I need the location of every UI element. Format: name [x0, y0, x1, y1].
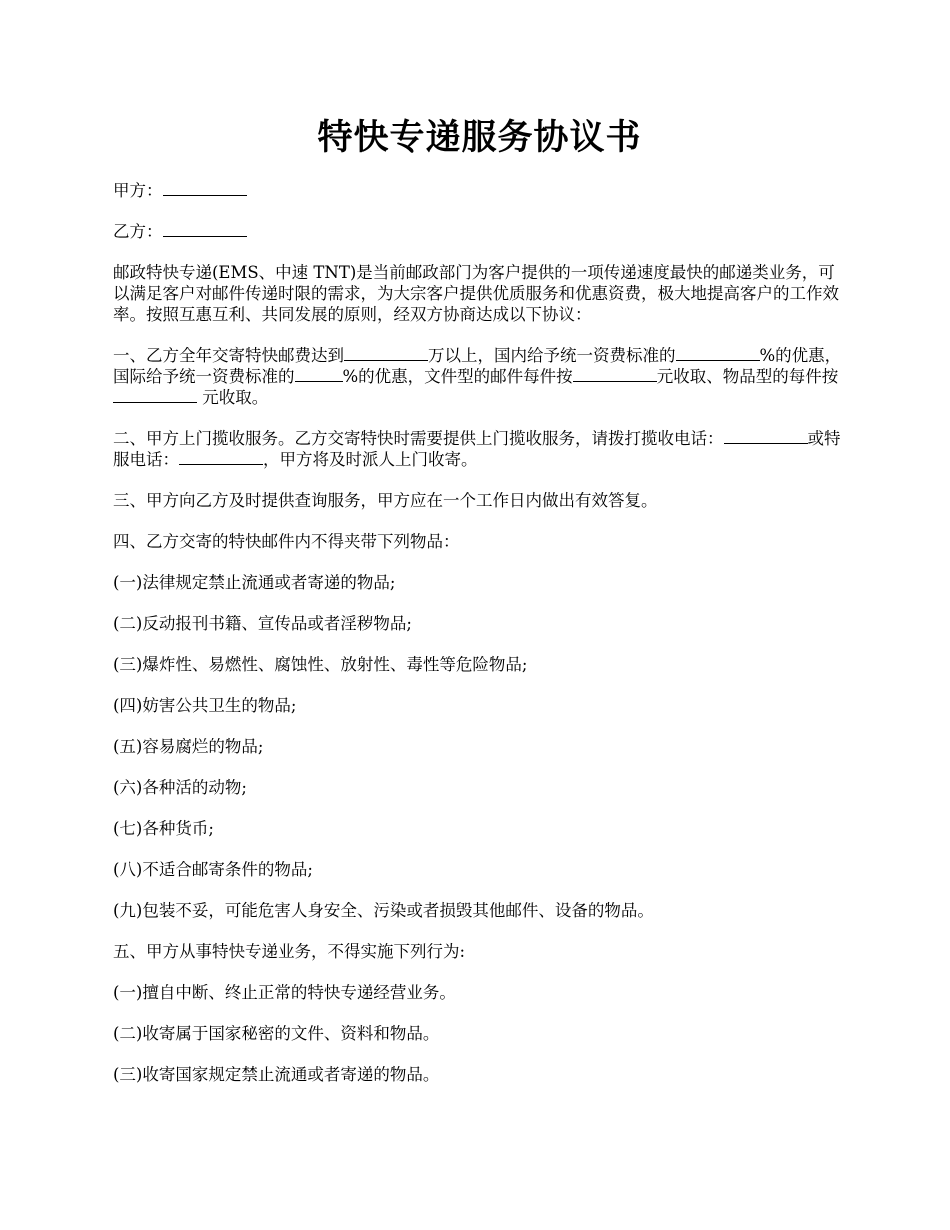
clause-1	[113, 345, 846, 408]
clause-5: 五、甲方从事特快专递业务，不得实施下列行为:	[113, 942, 466, 961]
clause-4-item: (六)各种活的动物;	[113, 778, 247, 797]
clause-2-text-2: 或特服电话：	[113, 429, 841, 469]
party-a-line	[113, 180, 846, 201]
annual-fee-blank	[344, 345, 428, 361]
document-title: 特快专递服务协议书	[317, 117, 642, 158]
clause-5-item: (一)擅自中断、终止正常的特快专递经营业务。	[113, 983, 456, 1002]
party-a-blank	[163, 180, 247, 196]
clause-2	[113, 428, 846, 470]
clause-4-item: (三)爆炸性、易燃性、腐蚀性、放射性、毒性等危险物品;	[113, 655, 528, 674]
service-phone-blank	[179, 449, 263, 465]
clause-2-text-1: 二、甲方上门揽收服务。乙方交寄特快时需要提供上门揽收服务，请拨打揽收电话：	[113, 429, 724, 448]
international-discount-blank	[295, 366, 343, 382]
clause-4-item: (二)反动报刊书籍、宣传品或者淫秽物品;	[113, 614, 412, 633]
clause-5-item: (二)收寄属于国家秘密的文件、资料和物品。	[113, 1024, 440, 1043]
party-b-label: 乙方：	[113, 222, 163, 241]
clause-2-text-3: ，甲方将及时派人上门收寄。	[263, 450, 478, 469]
clause-4-item: (一)法律规定禁止流通或者寄递的物品;	[113, 573, 396, 592]
party-b-blank	[163, 221, 247, 237]
document-rate-blank	[573, 366, 657, 382]
party-b-line	[113, 221, 846, 242]
document-body	[113, 180, 846, 1085]
clause-4-item: (四)妨害公共卫生的物品;	[113, 696, 297, 715]
clause-1-text-5: 元收取、物品型的每件按	[656, 367, 839, 386]
intro-paragraph: 邮政特快专递(EMS、中速 TNT)是当前邮政部门为客户提供的一项传递速度最快的邮递类业务，可以满足客户对邮件传递时限的需求，为大宗客户提供优质服务和优惠资费，极大地提高客户的工作效率。按照互惠互利、共同发展的原则，经双方协商达成以下协议：	[113, 263, 839, 324]
pickup-phone-blank	[724, 428, 808, 444]
clause-1-text-6: 元收取。	[197, 388, 269, 407]
clause-5-item: (三)收寄国家规定禁止流通或者寄递的物品。	[113, 1065, 440, 1084]
party-a-label: 甲方：	[113, 181, 163, 200]
clause-1-text-2: 万以上，国内给予统一资费标准的	[428, 346, 676, 365]
clause-3: 三、甲方向乙方及时提供查询服务，甲方应在一个工作日内做出有效答复。	[113, 491, 658, 510]
clause-4-item: (八)不适合邮寄条件的物品;	[113, 860, 313, 879]
clause-1-text-3: %的优惠，国际给予统一资费标准的	[113, 346, 842, 386]
clause-4-item: (七)各种货币;	[113, 819, 214, 838]
clause-4: 四、乙方交寄的特快邮件内不得夹带下列物品：	[113, 532, 460, 551]
clause-1-text-4: %的优惠，文件型的邮件每件按	[342, 367, 573, 386]
item-rate-blank	[113, 387, 197, 403]
domestic-discount-blank	[676, 345, 760, 361]
clause-1-text-1: 一、乙方全年交寄特快邮费达到	[113, 346, 344, 365]
clause-4-item: (五)容易腐烂的物品;	[113, 737, 264, 756]
clause-4-item: (九)包装不妥，可能危害人身安全、污染或者损毁其他邮件、设备的物品。	[113, 901, 654, 920]
